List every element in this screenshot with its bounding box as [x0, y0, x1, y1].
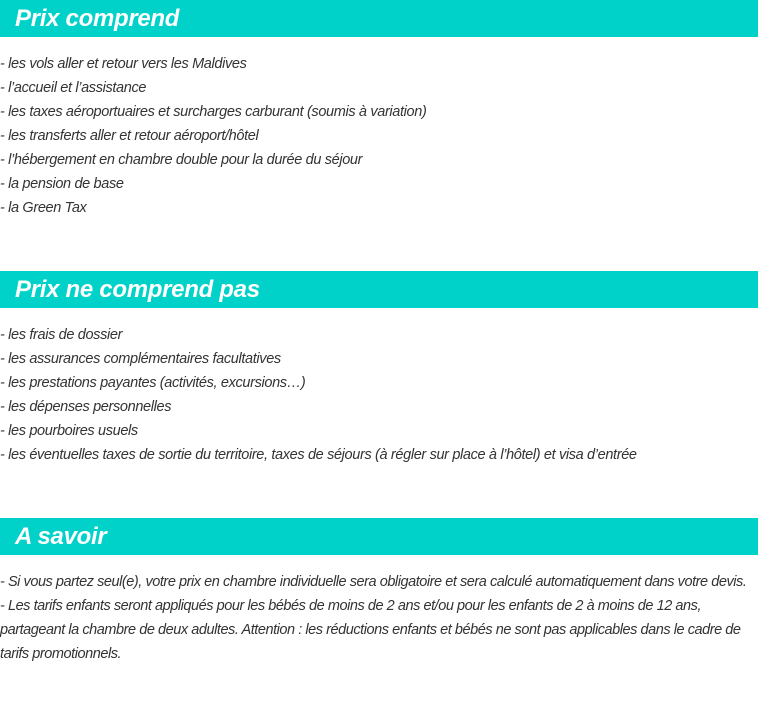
notes-list — [0, 570, 758, 666]
list-item: - les vols aller et retour vers les Maldives — [0, 56, 247, 72]
list-item: - les pourboires usuels — [0, 423, 138, 439]
list-item: - la Green Tax — [0, 200, 87, 216]
section-header-prix-comprend — [0, 0, 758, 37]
section-title: A savoir — [15, 523, 107, 550]
list-item: - l’accueil et l’assistance — [0, 80, 147, 96]
list-item: - la pension de base — [0, 176, 124, 192]
list-item: - les taxes aéroportuaires et surcharges carburant (soumis à variation) — [0, 104, 427, 120]
list-item: - l’hébergement en chambre double pour la durée du séjour — [0, 152, 363, 168]
note-paragraph: - Les tarifs enfants seront appliqués pour les bébés de moins de 2 ans et/ou pour les enfants de 2 à moins de 12 ans, partageant la chambre de deux adultes. Attention : les réductions enfants et bébés ne sont pas applicables dans le cadre de tarifs promotionnels. — [0, 598, 741, 662]
list-item: - les prestations payantes (activités, excursions…) — [0, 375, 306, 391]
excluded-list — [0, 323, 758, 467]
section-title: Prix ne comprend pas — [15, 276, 260, 303]
list-item: - les éventuelles taxes de sortie du territoire, taxes de séjours (à régler sur place à l’hôtel) et visa d’entrée — [0, 447, 637, 463]
section-title: Prix comprend — [15, 5, 180, 32]
list-item: - les transferts aller et retour aéroport/hôtel — [0, 128, 259, 144]
section-header-prix-ne-comprend-pas — [0, 271, 758, 308]
note-paragraph: - Si vous partez seul(e), votre prix en chambre individuelle sera obligatoire et sera calculé automatiquement dans votre devis. — [0, 574, 747, 590]
list-item: - les frais de dossier — [0, 327, 123, 343]
section-header-a-savoir — [0, 518, 758, 555]
included-list — [0, 52, 758, 220]
list-item: - les dépenses personnelles — [0, 399, 172, 415]
list-item: - les assurances complémentaires facultatives — [0, 351, 281, 367]
